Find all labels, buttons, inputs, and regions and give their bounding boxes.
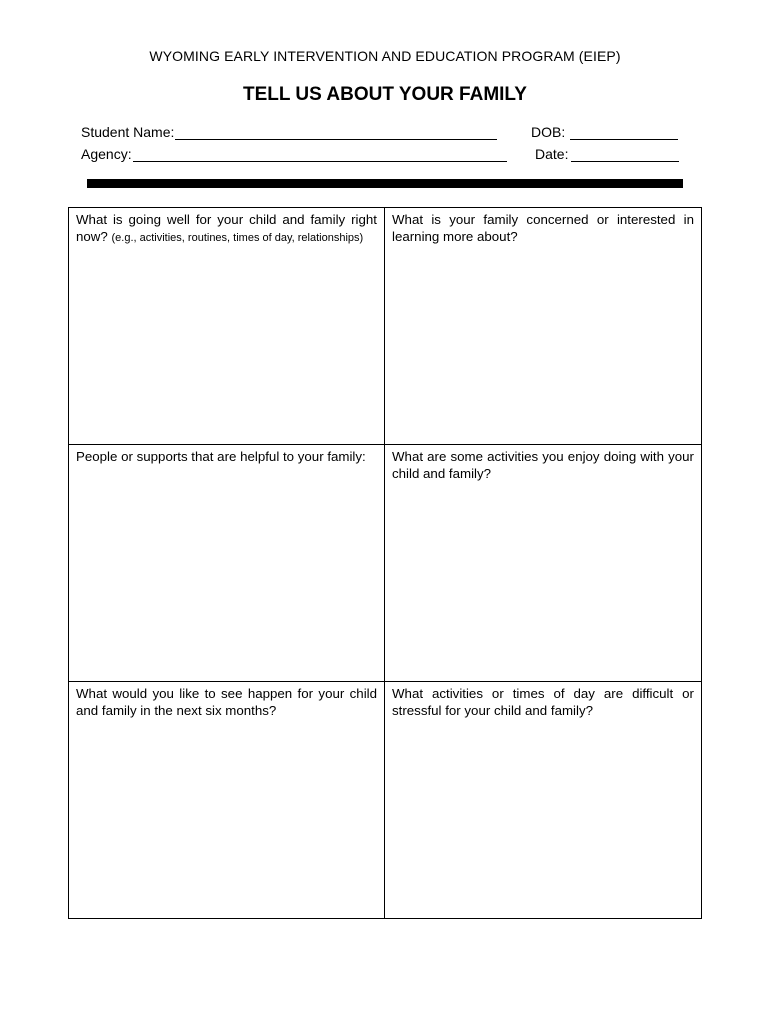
question-six-months: What would you like to see happen for your child and family in the next six months? bbox=[76, 686, 377, 718]
question-going-well-hint: (e.g., activities, routines, times of day, relationships) bbox=[111, 232, 364, 244]
agency-label: Agency: bbox=[81, 146, 132, 162]
student-name-line[interactable] bbox=[175, 125, 497, 140]
question-activities: What are some activities you enjoy doing with your child and family? bbox=[392, 449, 694, 481]
dob-line[interactable] bbox=[570, 125, 678, 140]
question-cell-concerns[interactable] bbox=[385, 208, 701, 445]
question-grid bbox=[68, 207, 702, 919]
question-cell-difficult-times[interactable] bbox=[385, 682, 701, 918]
question-cell-supports[interactable] bbox=[69, 445, 385, 682]
agency-line[interactable] bbox=[133, 147, 507, 162]
program-heading: WYOMING EARLY INTERVENTION AND EDUCATION PROGRAM (EIEP) bbox=[149, 48, 621, 64]
question-cell-going-well[interactable] bbox=[69, 208, 385, 445]
question-cell-six-months[interactable] bbox=[69, 682, 385, 918]
separator-bar bbox=[87, 179, 683, 188]
question-concerns: What is your family concerned or interested in learning more about? bbox=[392, 212, 694, 244]
date-field[interactable] bbox=[535, 146, 679, 162]
student-name-field[interactable] bbox=[81, 124, 497, 140]
question-cell-activities[interactable] bbox=[385, 445, 701, 682]
question-difficult-times: What activities or times of day are difficult or stressful for your child and family? bbox=[392, 686, 694, 718]
question-going-well: What is going well for your child and family right now? bbox=[76, 212, 377, 244]
page-title: TELL US ABOUT YOUR FAMILY bbox=[243, 84, 527, 105]
agency-field[interactable] bbox=[81, 146, 507, 162]
date-label: Date: bbox=[535, 146, 569, 162]
date-line[interactable] bbox=[571, 147, 679, 162]
dob-field[interactable] bbox=[531, 124, 678, 140]
student-name-label: Student Name: bbox=[81, 124, 175, 140]
dob-label: DOB: bbox=[531, 124, 566, 140]
question-supports: People or supports that are helpful to your family: bbox=[76, 449, 366, 464]
